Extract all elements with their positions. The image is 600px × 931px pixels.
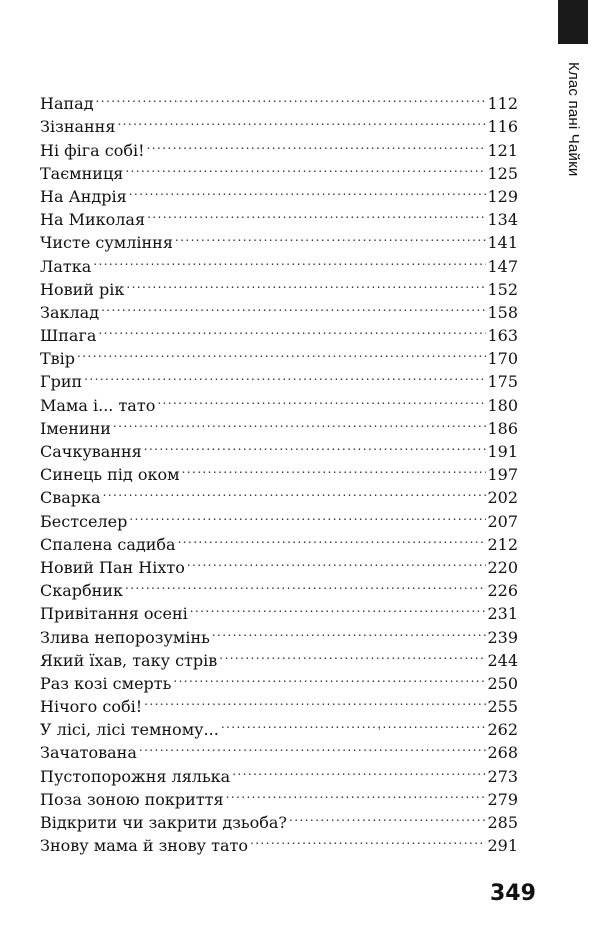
- toc-entry-page: 285: [487, 813, 518, 832]
- toc-dot-leader: [178, 527, 487, 550]
- toc-entry-title: Поза зоною покриття: [40, 789, 224, 809]
- toc-dot-leader: [125, 156, 486, 179]
- toc-entry-title: Привітання осені: [40, 604, 188, 624]
- toc-entry-title: Зізнання: [40, 117, 116, 137]
- toc-entry-page: 273: [487, 766, 518, 786]
- toc-entry: [40, 318, 518, 346]
- toc-entry-title: Пустопорожня лялька: [40, 766, 231, 786]
- toc-dot-leader: [147, 202, 486, 225]
- toc-entry-page: 226: [487, 581, 518, 601]
- toc-entry-page: 255: [487, 697, 518, 717]
- toc-entry-title: Синець під оком: [40, 465, 180, 485]
- toc-entry-page: 116: [487, 117, 518, 137]
- toc-dot-leader: [182, 457, 487, 480]
- running-head: Клас пані Чайки: [565, 62, 582, 177]
- toc-entry-title: Ні фіга собі!: [40, 140, 145, 160]
- toc-entry-page: 231: [487, 604, 518, 624]
- toc-entry-page: 279: [487, 789, 518, 809]
- toc-entry-title: Раз козі смерть: [40, 673, 172, 693]
- toc-entry-page: 239: [487, 627, 518, 647]
- toc-entry-page: 158: [487, 302, 518, 322]
- toc-dot-leader: [77, 341, 486, 364]
- print-speck: ʻ: [378, 727, 381, 736]
- toc-entry: [40, 295, 518, 322]
- thumb-tab-marker: [558, 0, 588, 44]
- toc-entry-page: 197: [487, 465, 518, 485]
- toc-entry-title: Таємниця: [40, 163, 124, 183]
- toc-entry-page: 262: [487, 720, 518, 740]
- toc-dot-leader: [212, 619, 487, 642]
- toc-entry-page: 112: [487, 94, 518, 114]
- toc-entry-page: 121: [487, 140, 518, 160]
- toc-dot-leader: [190, 596, 487, 619]
- toc-dot-leader: [139, 735, 487, 758]
- toc-dot-leader: [113, 411, 487, 434]
- toc-entry-page: 202: [487, 488, 518, 508]
- toc-entry-title: Іменини: [40, 418, 111, 438]
- page-number: 349: [490, 881, 536, 906]
- toc-dot-leader: [117, 109, 486, 132]
- toc-entry-page: 175: [487, 372, 518, 392]
- toc-entry-title: На Андрія: [40, 186, 127, 206]
- toc-dot-leader: [144, 689, 486, 712]
- toc-entry-title: Заклад: [40, 302, 100, 322]
- toc-entry-page: 191: [487, 442, 518, 461]
- toc-dot-leader: [173, 666, 486, 689]
- toc-entry-page: 212: [487, 534, 518, 554]
- toc-entry-title: Латка: [40, 256, 92, 276]
- toc-dot-leader: [126, 272, 486, 295]
- toc-entry-page: 207: [487, 511, 518, 531]
- toc-entry-title: Мама і... тато: [40, 395, 156, 415]
- toc-dot-leader: [219, 643, 486, 666]
- toc-entry-page: 147: [487, 256, 518, 276]
- toc-entry-title: Зачатована: [40, 743, 137, 763]
- toc-entry-title: Спалена садиба: [40, 534, 176, 554]
- toc-entry-title: Шпага: [40, 326, 97, 346]
- toc-dot-leader: [221, 712, 487, 735]
- toc-entry: [40, 341, 518, 369]
- toc-dot-leader: [129, 179, 487, 202]
- toc-entry-title: Бестселер: [40, 511, 128, 531]
- toc-entry: [40, 248, 518, 276]
- toc-entry-title: На Миколая: [40, 210, 146, 230]
- toc-entry-title: Знову мама й знову тато: [40, 836, 248, 856]
- toc-entry-page: 129: [487, 186, 518, 206]
- toc-dot-leader: [103, 480, 487, 503]
- toc-entry: [40, 109, 518, 137]
- toc-entry-title: Відкрити чи закрити дзьоба?: [40, 813, 288, 832]
- toc-entry-page: 250: [487, 673, 518, 693]
- toc-dot-leader: [289, 805, 486, 828]
- toc-dot-leader: [101, 295, 486, 318]
- toc-entry: [40, 480, 518, 508]
- toc-entry-page: 125: [487, 163, 518, 183]
- toc-entry-title: Сварка: [40, 488, 101, 508]
- toc-entry: [40, 503, 518, 531]
- toc-dot-leader: [232, 758, 486, 781]
- toc-entry-title: Твір: [40, 349, 76, 369]
- toc-dot-leader: [226, 782, 487, 805]
- toc-entry-title: Сачкування: [40, 442, 142, 461]
- toc-dot-leader: [250, 828, 486, 851]
- toc-entry-page: 220: [487, 557, 518, 577]
- toc-dot-leader: [144, 434, 487, 457]
- toc-entry-title: Напад: [40, 94, 94, 114]
- toc-entry-title: Злива непорозумінь: [40, 627, 210, 647]
- toc-entry-page: 134: [487, 210, 518, 230]
- toc-entry: [40, 364, 518, 392]
- toc-dot-leader: [93, 248, 486, 271]
- toc-entry-title: Новий Пан Ніхто: [40, 557, 185, 577]
- toc-dot-leader: [98, 318, 486, 341]
- toc-dot-leader: [84, 364, 486, 387]
- toc-entry: [40, 387, 518, 415]
- toc-dot-leader: [129, 503, 486, 526]
- toc-entry-page: 170: [487, 349, 518, 369]
- toc-dot-leader: [96, 86, 487, 109]
- toc-dot-leader: [125, 573, 486, 596]
- toc-dot-leader: [187, 550, 487, 573]
- toc-entry-page: 186: [487, 418, 518, 438]
- table-of-contents: [40, 86, 518, 856]
- toc-entry-page: 244: [487, 650, 518, 670]
- toc-entry-title: Який їхав, таку стрів: [40, 650, 218, 670]
- toc-dot-leader: [147, 132, 487, 155]
- toc-entry: [40, 272, 518, 299]
- toc-entry-page: 141: [487, 233, 518, 253]
- toc-dot-leader: [157, 387, 486, 410]
- toc-entry-title: Новий рік: [40, 279, 125, 299]
- toc-entry-title: Чисте сумління: [40, 233, 173, 253]
- toc-entry-page: 152: [487, 279, 518, 299]
- toc-dot-leader: [175, 225, 487, 248]
- toc-entry: [40, 86, 518, 114]
- toc-entry-page: 268: [487, 743, 518, 763]
- toc-entry-page: 163: [487, 326, 518, 346]
- toc-entry-page: 180: [487, 395, 518, 415]
- toc-entry-title: Нічого собі!: [40, 697, 143, 717]
- toc-entry-title: У лісі, лісі темному...: [40, 720, 219, 740]
- toc-entry-title: Грип: [40, 372, 83, 392]
- toc-entry-page: 291: [487, 836, 518, 856]
- toc-entry-title: Скарбник: [40, 581, 123, 601]
